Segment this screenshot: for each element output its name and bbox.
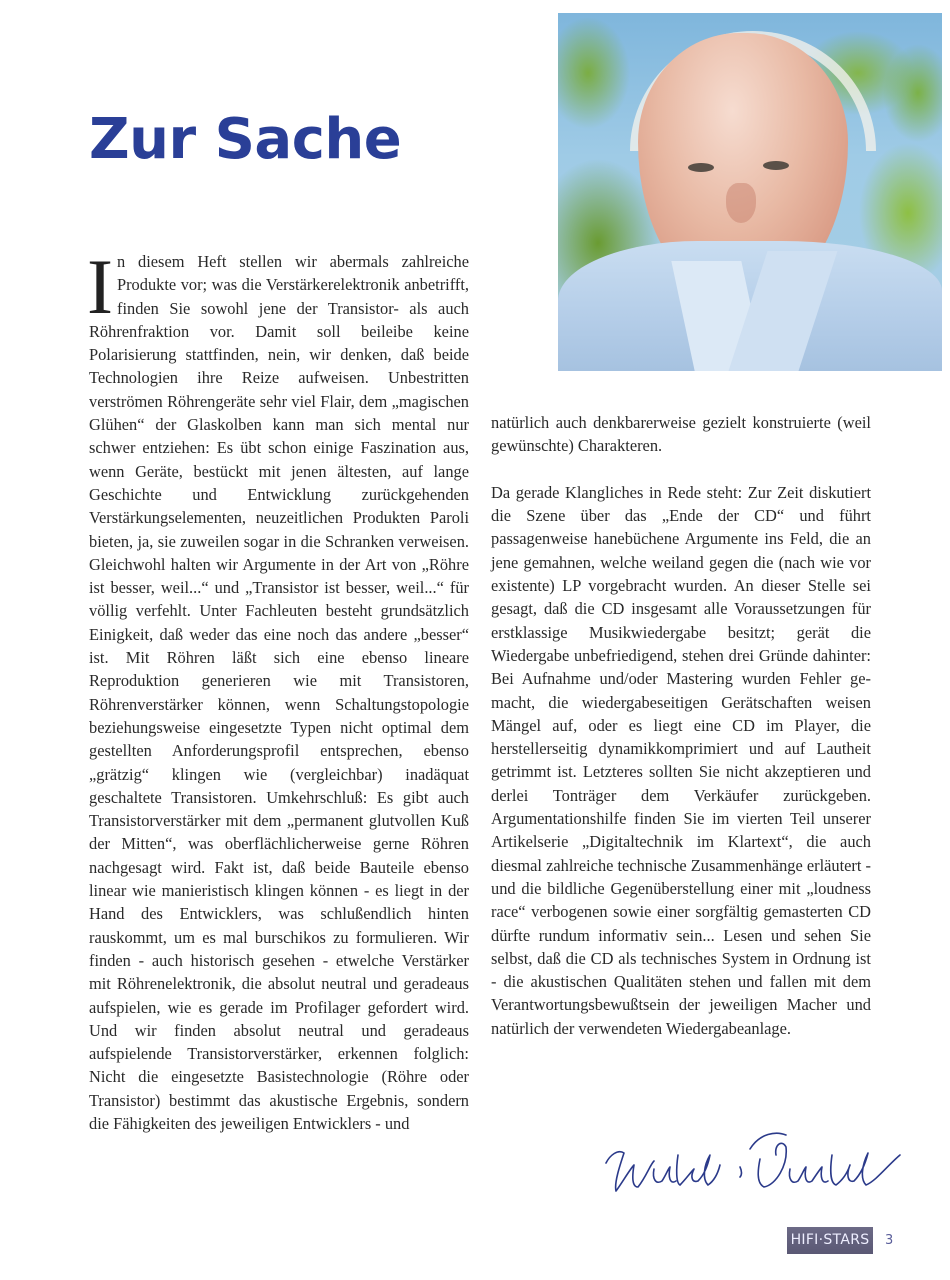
author-portrait-photo [558,13,942,371]
photo-eye-right [763,161,789,170]
article-column-left [87,243,469,1135]
paragraph-text: n diesem Heft stellen wir abermals zahlreiche Produkte vor; was die Verstärkerelektronik anbetrifft, finden Sie sowohl jene der Transistor- als auch Röhrenfraktion vor. Damit soll beileibe keine Polarisierung stattfinden, nein, wir denken, daß beide Technologien ihre Reize aufweisen. Unbestritten verströmen Röhrengeräte sehr viel Flair, dem „magischen Glühen“ der Glaskolben kann man sich mental nur schwer entziehen: Es übt schon einige Faszination aus, wenn Geräte, bestückt mit jenen ältesten, auf lange Geschichte und Entwicklung zurückgehenden Verstärkungselementen, neuzeitlichen Produkten Paroli bieten, ja, sie zuweilen sogar in die Schranken verweisen. Gleichwohl halten wir Argumente in der Art von „Röhre ist besser, weil...“ und „Transistor ist besser, weil...“ für völlig verfehlt. Unter Fachleuten besteht grundsätzlich Einigkeit, daß weder das eine noch das andere „besser“ ist. Mit Röhren läßt sich eine ebenso lineare Reproduktion generieren wie mit Transistoren, Röhrenverstärker können, wenn Schaltungstopologie beziehungsweise eingesetzte Typen nicht optimal dem gestellten Anforderungsprofil entsprechen, ebenso „grätzig“ klingen wie (vergleichbar) inadäquat geschaltete Transistoren. Umkehrschluß: Es gibt auch Transistorverstärker mit dem „permanent glutvollen Kuß der Mitten“, was oberflächlicherweise gerne Röhren nachgesagt wird. Fakt ist, daß beide Bauteile ebenso linear wie manieristisch klingen können - es liegt in der Hand des Entwicklers, was schlußendlich hinten rauskommt, um es mal burschikos zu formulieren. Wir finden - auch historisch gesehen - etwelche Verstärker mit Röhrenelektronik, die absolut neutral und geradeaus aufspielen, wie es gerade im Profilager gefordert wird. Und wir finden absolut neutral und geradeaus aufspielende Transistorverstärker, erkennen folglich: Nicht die eingesetzte Basistechnologie (Röhre oder Transistor) bestimmt das akustische Ergebnis, sondern die Fähigkeiten des jeweiligen Entwicklers - und [89,252,469,1133]
page-title: Zur Sache [89,107,402,172]
article-paragraph: Da gerade Klangliches in Rede steht: Zur Zeit diskutiert die Szene über das „Ende der CD“ und führt passagenweise hanebüchene Argumente ins Feld, die an jene gemahnen, welche weiland gegen die (nach wie vor existente) LP vorgebracht wurden. An dieser Stelle sei gesagt, daß die CD insgesamt alle Voraussetzungen für erstklassige Musikwiedergabe besitzt; gerät die Wiedergabe unbefriedigend, stehen drei Gründe dahinter: Bei Aufnahme und/oder Mastering wurden Fehler gemacht, die wiedergabeseitigen Gerätschaften weisen Mängel auf, oder es liegt eine CD im Player, die herstellerseitig dynamikkomprimiert und auf Lautheit getrimmt ist. Letzteres sollten Sie nicht akzeptieren und derlei Tonträger dem Verkäufer zurückgeben. Argumentationshilfe finden Sie im vierten Teil unserer Artikelserie „Digitaltechnik im Klartext“, die auch diesmal zahlreiche technische Zusammenhänge erläutert - und die bildliche Gegenüberstellung einer mit „loudness race“ verbogenen sowie einer sorgfältig gemasterten CD dürfte rundum informativ sein... Lesen und sehen Sie selbst, daß die CD als technisches System in Ordnung ist - die akustischen Qualitäten stehen und fallen mit dem Verantwortungsbewußtsein der jeweiligen Macher und natürlich der verwendeten Wiedergabeanlage. [491,482,871,1038]
signature-icon [600,1125,920,1205]
page-number: 3 [885,1233,894,1248]
article-paragraph: natürlich auch denkbarerweise gezielt konstruierte (weil gewünschte) Charakteren. [491,413,871,456]
photo-eye-left [688,163,714,172]
drop-cap: I [87,243,113,330]
photo-nose [726,183,756,223]
article-paragraph [87,243,469,1135]
article-column-right [491,411,871,1040]
hifi-stars-logo: HIFI·STARS [787,1227,873,1254]
